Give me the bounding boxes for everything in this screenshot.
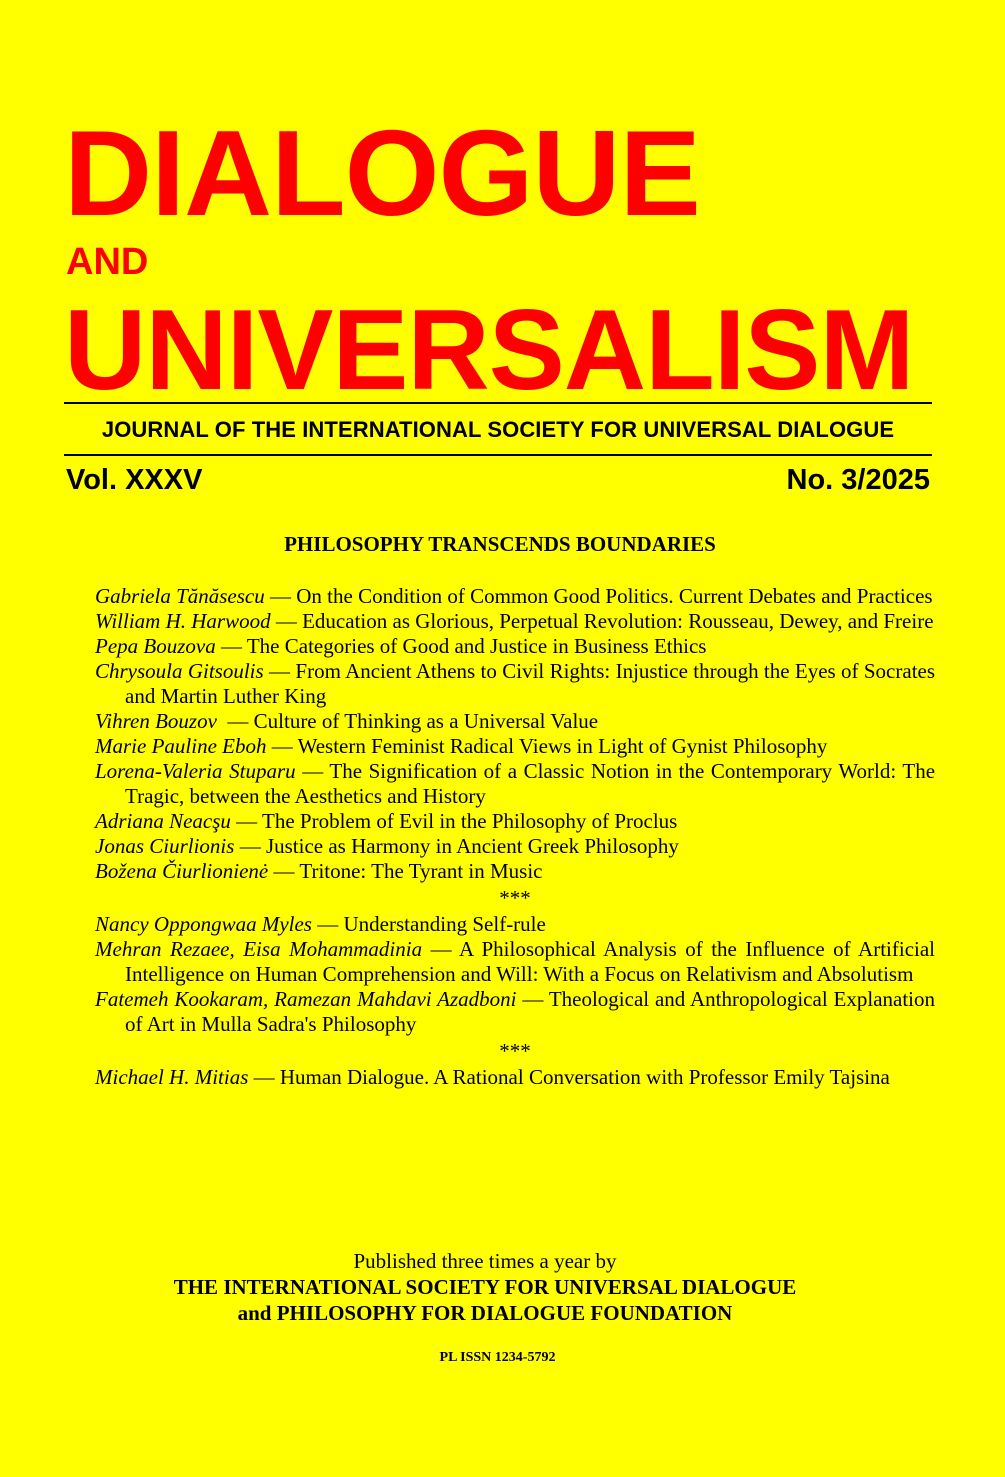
journal-title-dialogue: DIALOGUE — [64, 105, 700, 241]
toc-dash: — — [269, 659, 291, 683]
publisher-society: THE INTERNATIONAL SOCIETY FOR UNIVERSAL DIALOGUE — [173, 1275, 797, 1299]
volume-label: Vol. XXXV — [66, 464, 203, 496]
toc-title: The Problem of Evil in the Philosophy of Proclus — [262, 809, 678, 833]
toc-author: Fatemeh Kookaram, Ramezan Mahdavi Azadboni — [95, 987, 517, 1011]
toc-entry — [95, 584, 935, 609]
toc-title: The Signification of a Classic Notion in the Contemporary World: The Tragic, between the Aesthetics and History — [125, 759, 936, 808]
toc-author: Lorena-Valeria Stuparu — [95, 759, 296, 783]
toc-title: Western Feminist Radical Views in Light of Gynist Philosophy — [297, 734, 828, 758]
toc-author: William H. Harwood — [95, 609, 271, 633]
toc-dash: — — [430, 937, 452, 961]
toc-title: Human Dialogue. A Rational Conversation with Professor Emily Tajsina — [279, 1065, 890, 1089]
toc-title: Theological and Anthropological Explanation of Art in Mulla Sadra's Philosophy — [125, 987, 935, 1036]
section-separator: *** — [499, 886, 531, 910]
toc-entry — [95, 734, 935, 759]
toc-entry — [95, 987, 935, 1037]
toc-title: Justice as Harmony in Ancient Greek Philosophy — [265, 834, 679, 858]
toc-dash: — — [522, 987, 544, 1011]
toc-entry — [95, 609, 935, 634]
toc-dash: — — [220, 634, 242, 658]
top-rule — [64, 402, 932, 404]
toc-title: Culture of Thinking as a Universal Value — [253, 709, 599, 733]
toc-dash: — — [275, 609, 297, 633]
toc-author: Gabriela Tănăsescu — [95, 584, 265, 608]
toc-entry — [95, 937, 935, 987]
toc-author: Michael H. Mitias — [95, 1065, 249, 1089]
journal-subtitle: JOURNAL OF THE INTERNATIONAL SOCIETY FOR UNIVERSAL DIALOGUE — [101, 417, 895, 442]
toc-title: Understanding Self-rule — [343, 912, 546, 936]
toc-dash: — — [227, 709, 249, 733]
toc-entry — [95, 859, 935, 884]
bottom-rule — [64, 454, 932, 456]
issue-theme: PHILOSOPHY TRANSCENDS BOUNDARIES — [284, 532, 716, 556]
toc-entry — [95, 634, 935, 659]
toc-dash: — — [239, 834, 261, 858]
toc-entry — [95, 1065, 935, 1090]
toc-dash: — — [317, 912, 339, 936]
toc-entry — [95, 809, 935, 834]
toc-author: Marie Pauline Eboh — [95, 734, 267, 758]
toc-author: Mehran Rezaee, Eisa Mohammadinia — [95, 937, 423, 961]
toc-dash: — — [270, 584, 291, 608]
issue-number: No. 3/2025 — [786, 464, 930, 496]
journal-title-and: AND — [66, 241, 149, 283]
toc-author: Nancy Oppongwaa Myles — [95, 912, 312, 936]
issn: PL ISSN 1234-5792 — [439, 1350, 556, 1365]
toc-entry — [95, 709, 935, 734]
publisher-frequency: Published three times a year by — [353, 1249, 617, 1273]
toc-title: Education as Glorious, Perpetual Revolution: Rousseau, Dewey, and Freire — [302, 609, 934, 633]
toc-author: Adriana Neacşu — [95, 809, 231, 833]
toc-title: On the Condition of Common Good Politics. Current Debates and Practices — [296, 584, 933, 608]
toc-author: Chrysoula Gitsoulis — [95, 659, 264, 683]
toc-entry — [95, 912, 935, 937]
toc-dash: — — [302, 759, 324, 783]
toc-entry — [95, 834, 935, 859]
toc-entry — [95, 659, 935, 709]
toc-author: Jonas Ciurlionis — [95, 834, 235, 858]
publisher-foundation: and PHILOSOPHY FOR DIALOGUE FOUNDATION — [237, 1301, 733, 1325]
section-separator: *** — [499, 1039, 531, 1063]
table-of-contents — [95, 584, 935, 1090]
toc-dash: — — [273, 859, 295, 883]
toc-title: Tritone: The Tyrant in Music — [299, 859, 543, 883]
toc-author: Božena Čiurlionienė — [95, 859, 269, 883]
toc-dash: — — [271, 734, 293, 758]
toc-title: From Ancient Athens to Civil Rights: Injustice through the Eyes of Socrates and Martin Luther King — [125, 659, 936, 708]
publisher-block — [0, 1248, 970, 1326]
toc-author: Vihren Bouzov — [95, 709, 217, 733]
toc-dash: — — [236, 809, 258, 833]
toc-entry — [95, 759, 935, 809]
toc-author: Pepa Bouzova — [95, 634, 216, 658]
toc-title: The Categories of Good and Justice in Business Ethics — [246, 634, 707, 658]
toc-title: A Philosophical Analysis of the Influence of Artificial Intelligence on Human Comprehension and Will: With a Focus on Relativism and Absolutism — [125, 937, 935, 986]
journal-title-universalism: UNIVERSALISM — [64, 287, 914, 414]
toc-dash: — — [253, 1065, 275, 1089]
